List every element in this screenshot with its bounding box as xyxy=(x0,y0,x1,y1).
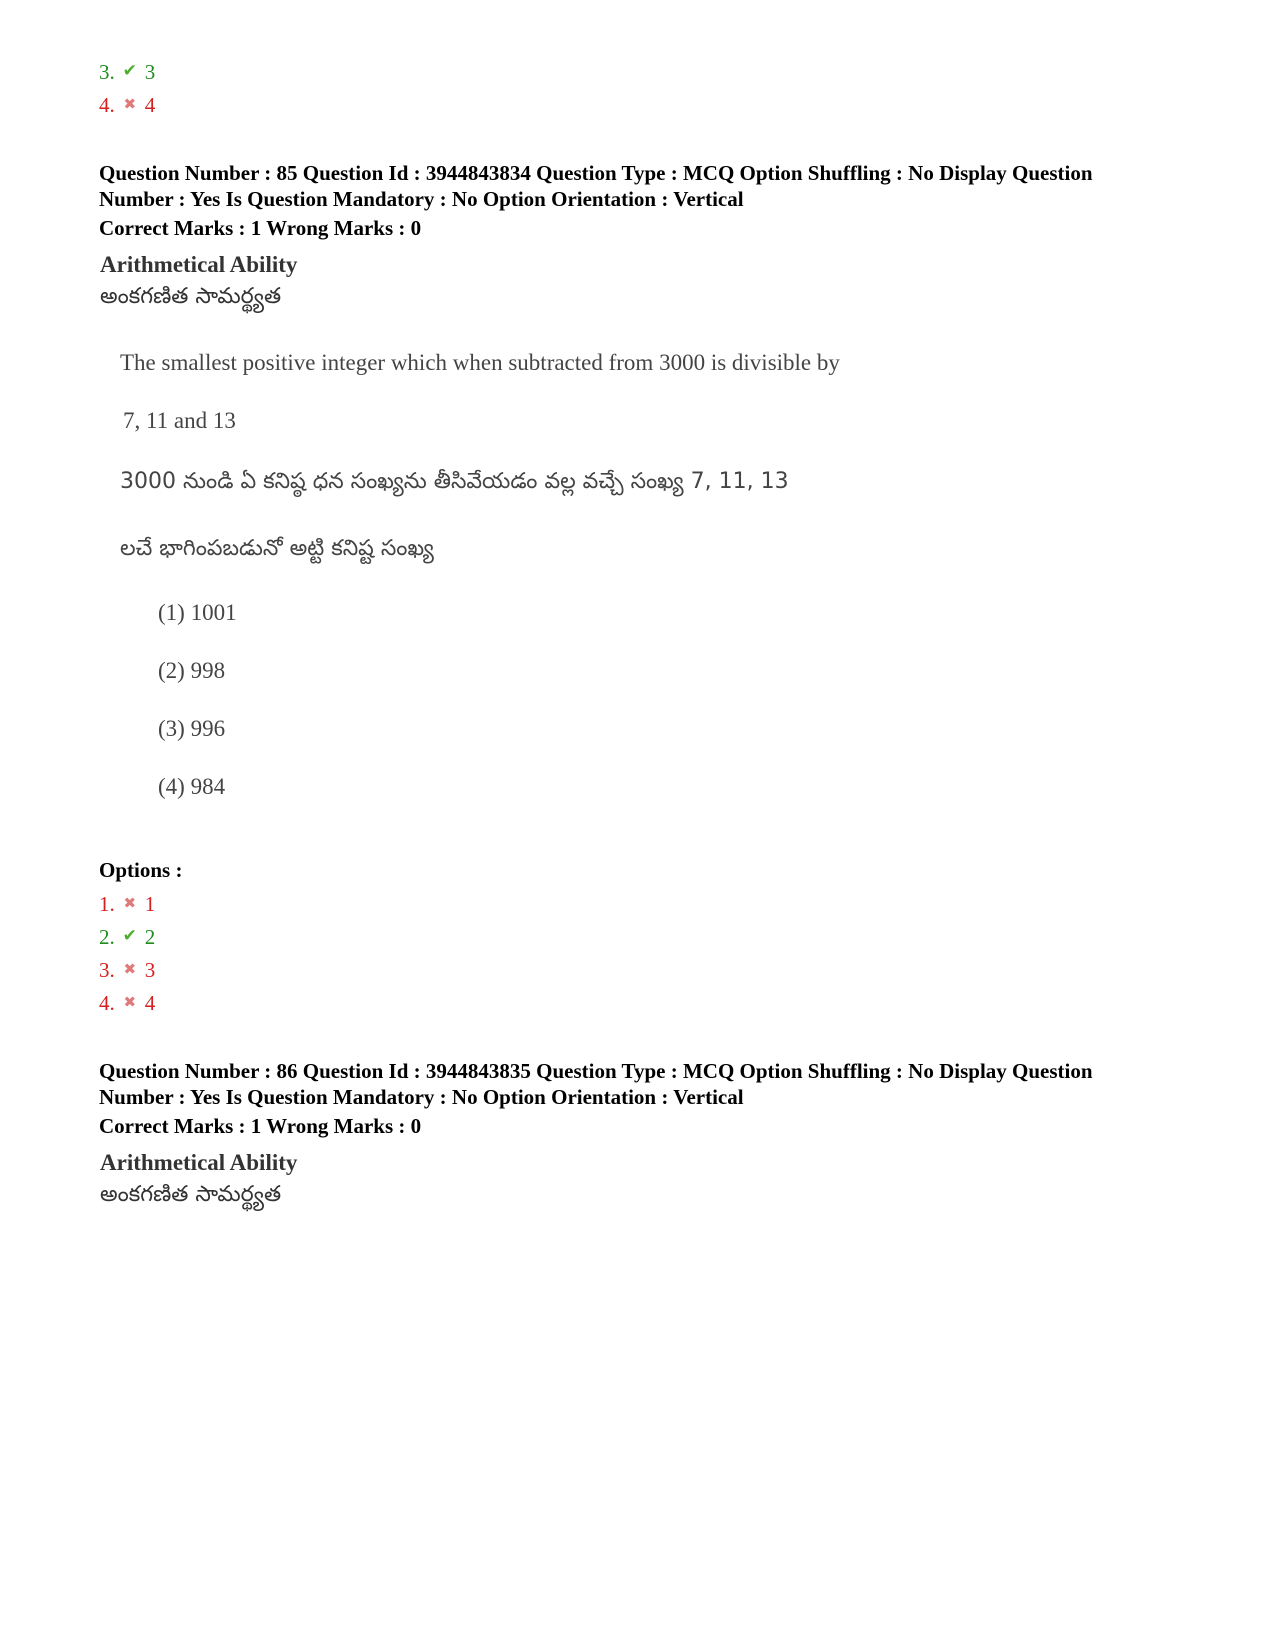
q85-choice-2: (2) 998 xyxy=(158,658,226,683)
q85-meta-line2: Number : Yes Is Question Mandatory : No Option Orientation : Vertical xyxy=(99,187,744,211)
q85-choice-1: (1) 1001 xyxy=(158,600,237,625)
prev-option-3 xyxy=(99,58,155,85)
option-number: 1. xyxy=(99,892,115,916)
q85-text-te-line2: లచే భాగింపబడునో అట్టి కనిష్ట సంఖ్య xyxy=(120,536,434,561)
option-value: 4 xyxy=(144,991,156,1015)
option-value: 2 xyxy=(144,925,156,949)
prev-option-4 xyxy=(99,91,155,118)
q86-meta xyxy=(99,1058,1209,1110)
q86-subject-te: అంకగణిత సామర్థ్యత xyxy=(100,1182,282,1207)
q85-choice-4: (4) 984 xyxy=(158,774,226,799)
q85-marks: Correct Marks : 1 Wrong Marks : 0 xyxy=(99,216,422,240)
q85-subject-en: Arithmetical Ability xyxy=(100,252,298,277)
q85-meta-line1: Question Number : 85 Question Id : 3944843834 Question Type : MCQ Option Shuffling : No Display Question xyxy=(99,161,1093,185)
option-value: 3 xyxy=(144,958,156,982)
cross-icon: ✖ xyxy=(123,894,137,912)
q86-meta-line1: Question Number : 86 Question Id : 3944843835 Question Type : MCQ Option Shuffling : No Display Question xyxy=(99,1059,1093,1083)
q85-option-4 xyxy=(99,989,155,1016)
q85-meta xyxy=(99,160,1209,212)
option-value: 3 xyxy=(144,60,156,84)
option-number: 3. xyxy=(99,958,115,982)
q85-choice-3: (3) 996 xyxy=(158,716,226,741)
check-icon: ✔ xyxy=(122,61,137,81)
q85-option-1 xyxy=(99,890,155,917)
q85-subject-te: అంకగణిత సామర్థ్యత xyxy=(100,284,282,309)
check-icon: ✔ xyxy=(122,926,137,946)
option-value: 1 xyxy=(144,892,156,916)
option-number: 4. xyxy=(99,93,115,117)
q85-text-te-line1: 3000 నుండి ఏ కనిష్ఠ ధన సంఖ్యను తీసివేయడం వల్ల వచ్చే సంఖ్య 7, 11, 13 xyxy=(120,469,789,494)
q86-subject-en: Arithmetical Ability xyxy=(100,1150,298,1175)
cross-icon: ✖ xyxy=(123,95,137,113)
option-number: 3. xyxy=(99,60,115,84)
q86-marks: Correct Marks : 1 Wrong Marks : 0 xyxy=(99,1114,422,1138)
cross-icon: ✖ xyxy=(123,993,137,1011)
q85-option-2 xyxy=(99,923,155,950)
q85-text-en-line1: The smallest positive integer which when subtracted from 3000 is divisible by xyxy=(120,350,840,375)
option-number: 4. xyxy=(99,991,115,1015)
cross-icon: ✖ xyxy=(123,960,137,978)
q85-text-en-line2: 7, 11 and 13 xyxy=(123,408,236,433)
q85-option-3 xyxy=(99,956,155,983)
option-value: 4 xyxy=(144,93,156,117)
q85-options-heading: Options : xyxy=(99,858,183,882)
option-number: 2. xyxy=(99,925,115,949)
q86-meta-line2: Number : Yes Is Question Mandatory : No Option Orientation : Vertical xyxy=(99,1085,744,1109)
